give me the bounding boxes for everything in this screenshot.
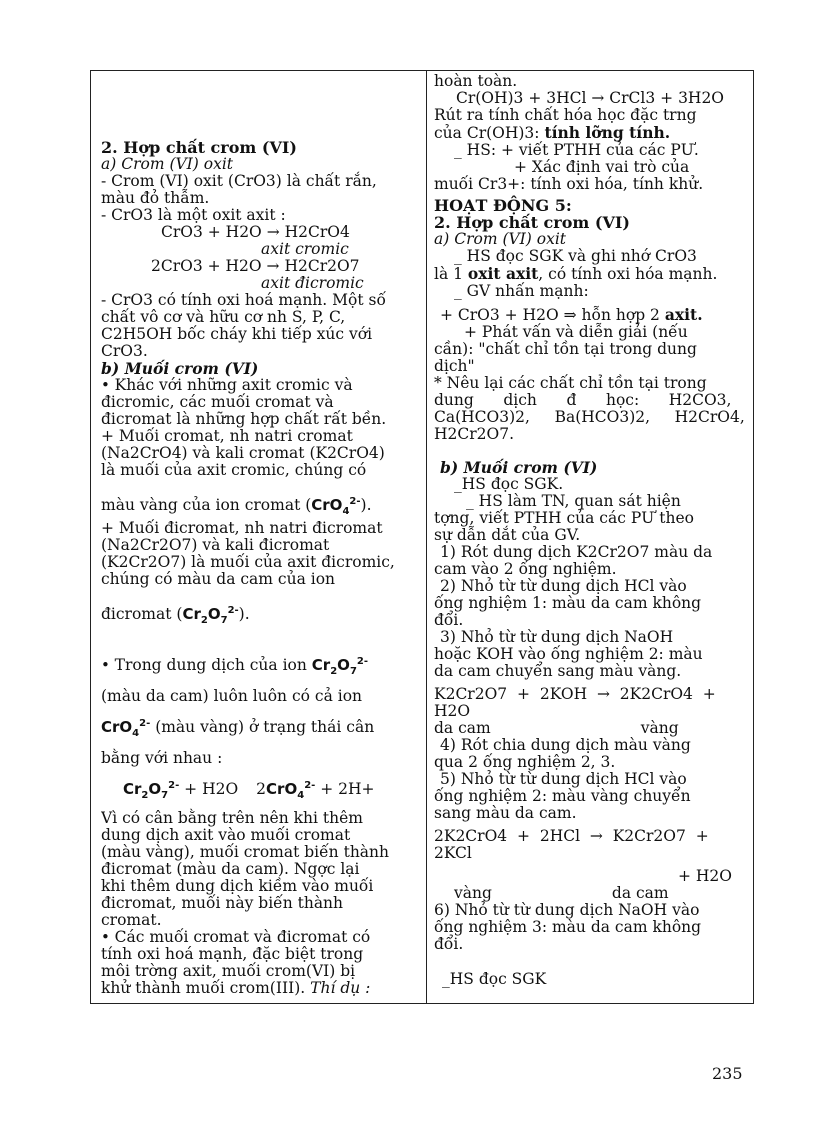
text-line: _ GV nhấn mạnh: bbox=[454, 282, 589, 300]
text-fragment: tính lỡng tính. bbox=[544, 123, 671, 142]
content-table bbox=[90, 70, 754, 1004]
column-divider bbox=[426, 71, 427, 1003]
text-line: • Khác với những axit cromic và bbox=[101, 377, 419, 394]
text-line: ống nghiệm 3: màu da cam không bbox=[434, 918, 702, 936]
text-line: đicromat (màu da cam). Ngợc lại bbox=[101, 860, 360, 878]
section-heading: 2. Hợp chất crom (VI) bbox=[434, 213, 630, 232]
text-line: + Muối đicromat, nh natri đicromat bbox=[101, 519, 383, 537]
equation: K2Cr2O7 + 2KOH → 2K2CrO4 + bbox=[434, 685, 716, 703]
text-fragment: + CrO3 + H2O ⇒ hỗn hợp 2 bbox=[440, 306, 665, 324]
equation: + H2O bbox=[678, 867, 733, 885]
text-fragment: là 1 bbox=[434, 265, 468, 283]
text-line: 3) Nhỏ từ từ dung dịch NaOH bbox=[440, 628, 674, 646]
text-fragment: oxit axit bbox=[467, 264, 539, 283]
text-line: _HS đọc SGK. bbox=[454, 475, 564, 493]
text-line: đicromat là những hợp chất rất bền. bbox=[101, 410, 387, 428]
equation: Cr(OH)3 + 3HCl → CrCl3 + 3H2O bbox=[455, 89, 725, 107]
text-line bbox=[434, 306, 746, 324]
activity-heading: HOẠT ĐỘNG 5: bbox=[434, 196, 572, 215]
spacer bbox=[101, 588, 419, 602]
text-line: khi thêm dung dịch kiềm vào muối bbox=[101, 877, 374, 895]
cromat-ion: CrO$_4^{2-}$ bbox=[101, 718, 151, 739]
text-line: qua 2 ống nghiệm 2, 3. bbox=[434, 753, 616, 771]
text-fragment: ). bbox=[238, 605, 250, 623]
spacer bbox=[101, 767, 419, 777]
text-line: _HS đọc SGK bbox=[442, 970, 547, 988]
page-number: 235 bbox=[712, 1064, 743, 1083]
text-line: • Các muối cromat và đicromat có bbox=[101, 929, 419, 946]
text-line: + Phát vấn và diễn giải (nếu bbox=[464, 323, 688, 341]
equation: 2KCl bbox=[434, 844, 472, 862]
text-fragment: của Cr(OH)3: bbox=[434, 124, 545, 142]
text-line: ống nghiệm 1: màu da cam không bbox=[434, 594, 702, 612]
text-fragment: Trong dung dịch của ion bbox=[114, 656, 307, 674]
text-fragment: da cam bbox=[611, 884, 669, 902]
equilibrium-intro bbox=[101, 653, 419, 680]
cromat-equilibrium-line bbox=[101, 715, 419, 742]
text-line: bằng với nhau : bbox=[101, 749, 223, 767]
text-fragment: ). bbox=[360, 496, 372, 514]
subsection-a-title: a) Crom (VI) oxit bbox=[101, 155, 234, 173]
text-fragment: da cam bbox=[434, 719, 491, 737]
equation-2-name: axit đicromic bbox=[261, 274, 364, 292]
text-line: cần): "chất chỉ tồn tại trong dung bbox=[434, 340, 697, 358]
text-line: (Na2Cr2O7) và kali đicromat bbox=[101, 536, 330, 554]
text-line: tợng, viết PTHH của các PƯ theo bbox=[434, 509, 694, 527]
text-line: chất vô cơ và hữu cơ nh S, P, C, bbox=[101, 308, 346, 326]
text-fragment: , có tính oxi hóa mạnh. bbox=[538, 265, 718, 283]
spacer bbox=[434, 953, 746, 971]
ion-equilibrium-equation bbox=[101, 777, 419, 804]
dicromat-ion: $Cr_2O_7^{2-}$ bbox=[182, 605, 239, 626]
dicromat-ion: $Cr_2O_7^{2-}$ bbox=[311, 656, 369, 677]
text-line: đicromic, các muối cromat và bbox=[101, 393, 334, 411]
text-line: (màu da cam) luôn luôn có cả ion bbox=[101, 687, 363, 705]
text-fragment: + H2O bbox=[184, 780, 239, 798]
text-line: (Na2CrO4) và kali cromat (K2CrO4) bbox=[101, 444, 385, 462]
text-line: hoàn toàn. bbox=[434, 72, 518, 90]
text-line: hoặc KOH vào ống nghiệm 2: màu bbox=[434, 645, 703, 663]
text-line bbox=[434, 124, 746, 142]
text-line: _ HS đọc SGK và ghi nhớ CrO3 bbox=[454, 247, 697, 265]
text-line: _ HS làm TN, quan sát hiện bbox=[466, 492, 681, 510]
dicromat-color-line bbox=[101, 602, 419, 629]
text-line: đicromat, muối này biến thành bbox=[101, 894, 344, 912]
spacer bbox=[434, 443, 746, 459]
text-line: 6) Nhỏ từ từ dung dịch NaOH vào bbox=[434, 901, 700, 919]
equation-right bbox=[256, 777, 374, 804]
text-fragment: khử thành muối crom(III). bbox=[101, 979, 311, 997]
text-line: + Xác định vai trò của bbox=[514, 158, 690, 176]
text-line: màu đỏ thẫm. bbox=[101, 189, 210, 207]
text-line: 4) Rót chia dung dịch màu vàng bbox=[440, 736, 691, 754]
text-fragment: đicromat ( bbox=[101, 605, 183, 623]
text-fragment: 2 bbox=[256, 780, 267, 798]
left-column bbox=[101, 71, 419, 1003]
text-fragment: (màu vàng) ở trạng thái cân bbox=[155, 718, 375, 736]
color-labels bbox=[434, 885, 746, 902]
text-fragment: Thí dụ : bbox=[310, 979, 371, 997]
dicromat-ion: $Cr_2O_7^{2-}$ bbox=[123, 780, 180, 801]
equation-1-name: axit cromic bbox=[261, 240, 349, 258]
subsection-b-title: b) Muối crom (VI) bbox=[101, 359, 259, 378]
right-column bbox=[434, 71, 746, 1003]
text-line: Vì có cân bằng trên nên khi thêm bbox=[101, 809, 363, 827]
equation: 2K2CrO4 + 2HCl → K2Cr2O7 + bbox=[434, 827, 709, 845]
text-line: - Crom (VI) oxit (CrO3) là chất rắn, bbox=[101, 172, 377, 190]
text-line: - CrO3 có tính oxi hoá mạnh. Một số bbox=[101, 291, 386, 309]
text-line: sang màu da cam. bbox=[434, 804, 577, 822]
text-fragment: màu vàng của ion cromat ( bbox=[101, 496, 312, 514]
text-line: 2) Nhỏ từ từ dung dịch HCl vào bbox=[440, 577, 687, 595]
text-line: (màu vàng), muối cromat biến thành bbox=[101, 843, 390, 861]
spacer bbox=[101, 705, 419, 715]
text-line: (K2Cr2O7) là muối của axit đicromic, bbox=[101, 553, 395, 571]
text-line: môi trờng axit, muối crom(VI) bị bbox=[101, 962, 356, 980]
subsection-b-title: b) Muối crom (VI) bbox=[440, 458, 598, 477]
text-line: đổi. bbox=[434, 611, 464, 629]
text-line: * Nêu lại các chất chỉ tồn tại trong bbox=[434, 374, 707, 392]
text-line: cromat. bbox=[101, 911, 162, 929]
text-line: C2H5OH bốc cháy khi tiếp xúc với bbox=[101, 325, 373, 343]
text-line bbox=[434, 265, 746, 283]
text-line: + Muối cromat, nh natri cromat bbox=[101, 427, 353, 445]
text-line: sự dẫn dắt của GV. bbox=[434, 526, 581, 544]
text-line: tính oxi hoá mạnh, đặc biệt trong bbox=[101, 945, 364, 963]
text-line: CrO3. bbox=[101, 342, 148, 360]
last-line bbox=[101, 980, 419, 997]
text-line: dung dịch đ học: H2CO3, bbox=[434, 391, 732, 409]
text-line: dung dịch axit vào muối cromat bbox=[101, 826, 351, 844]
text-line: ống nghiệm 2: màu vàng chuyển bbox=[434, 787, 691, 805]
text-line: chúng có màu da cam của ion bbox=[101, 570, 336, 588]
cromat-ion: CrO$_4^{2-}$ bbox=[266, 780, 316, 801]
equation-2: 2CrO3 + H2O → H2Cr2O7 bbox=[151, 257, 360, 275]
text-line: da cam chuyển sang màu vàng. bbox=[434, 662, 682, 680]
text-line: 5) Nhỏ từ từ dung dịch HCl vào bbox=[440, 770, 687, 788]
text-line: _ HS: + viết PTHH của các PƯ. bbox=[454, 141, 699, 159]
text-line: - CrO3 là một oxit axit : bbox=[101, 206, 286, 224]
text-line: Rút ra tính chất hóa học đặc trng bbox=[434, 106, 697, 124]
section-heading: 2. Hợp chất crom (VI) bbox=[101, 138, 297, 157]
text-fragment: vàng bbox=[454, 884, 492, 902]
color-labels bbox=[434, 720, 746, 737]
text-line: cam vào 2 ống nghiệm. bbox=[434, 560, 617, 578]
text-fragment: axit. bbox=[664, 305, 703, 324]
text-line: muối Cr3+: tính oxi hóa, tính khử. bbox=[434, 175, 704, 193]
spacer bbox=[101, 479, 419, 493]
equation-left bbox=[123, 777, 238, 804]
equation: H2O bbox=[434, 702, 471, 720]
text-line: H2Cr2O7. bbox=[434, 425, 515, 443]
text-line: dịch" bbox=[434, 357, 475, 375]
text-line: Ca(HCO3)2, Ba(HCO3)2, H2CrO4, bbox=[434, 408, 745, 426]
subsection-a-title: a) Crom (VI) oxit bbox=[434, 230, 567, 248]
equation-1: CrO3 + H2O → H2CrO4 bbox=[161, 223, 350, 241]
cromat-color-line bbox=[101, 493, 419, 520]
text-line: là muối của axit cromic, chúng có bbox=[101, 461, 367, 479]
text-fragment: + 2H+ bbox=[320, 780, 375, 798]
text-line: 1) Rót dung dịch K2Cr2O7 màu da bbox=[440, 543, 713, 561]
cromat-ion: CrO$_4^{2-}$ bbox=[311, 496, 361, 517]
spacer bbox=[101, 629, 419, 653]
text-line: đổi. bbox=[434, 935, 464, 953]
text-fragment: vàng bbox=[640, 719, 679, 737]
